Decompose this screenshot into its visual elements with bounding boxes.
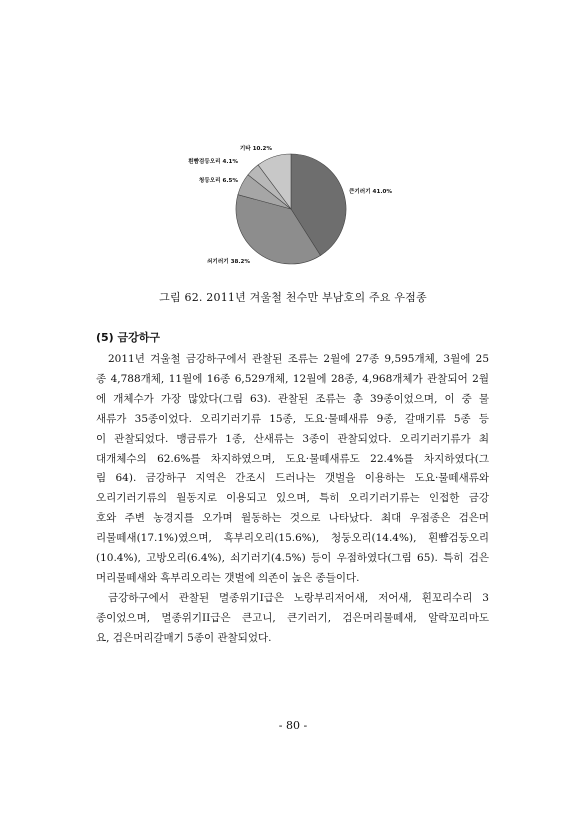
paragraph-line: 머리물떼새와 흑부리오리는 갯벌에 의존이 높은 종들이다. [96, 571, 360, 584]
page-number: - 80 - [278, 719, 308, 732]
paragraph-line: 종 4,788개체, 11월에 16종 6,529개체, 12월에 28종, 4,968개체가 관찰되어 2월 [96, 372, 489, 385]
pie-slice-label: 기타 10.2% [239, 146, 272, 152]
paragraph-line: 리물떼새(17.1%)였으며, 흑부리오리(15.6%), 청둥오리(14.4%), 흰뺨검둥오리 [96, 532, 489, 545]
pie-slice-label: 쇠기러기 38.2% [207, 259, 250, 265]
paragraph-line: 이 관찰되었다. 맹금류가 1종, 산새류는 3종이 관찰되었다. 오리기러기류가 최 [96, 432, 489, 445]
paragraph-line: 림 64). 금강하구 지역은 간조시 드러나는 갯벌을 이용하는 도요·물떼새류와 [96, 472, 489, 485]
paragraph-line: 종이었으며, 멸종위기II급은 큰고니, 큰기러기, 검은머리물떼새, 알락꼬리마도 [96, 611, 489, 624]
paragraph-line: 새류가 35종이었다. 오리기러기류 15종, 도요·물떼새류 9종, 갈매기류 5종 등 [96, 412, 489, 425]
paragraph-line: 호와 주변 농경지를 오가며 월동하는 것으로 나타났다. 최대 우점종은 검은머 [96, 512, 489, 525]
paragraph-line: (10.4%), 고방오리(6.4%), 쇠기러기(4.5%) 등이 우점하였다(그림 65). 특히 검은 [96, 552, 489, 565]
pie-slice-label: 흰뺨검둥오리 4.1% [188, 159, 238, 165]
paragraph-line: 에 개체수가 가장 많았다(그림 63). 관찰된 조류는 총 39종이었으며, 이 중 물 [96, 392, 489, 405]
section-heading: (5) 금강하구 [96, 331, 161, 344]
pie-slice-label: 청둥오리 6.5% [198, 178, 238, 184]
body-text [96, 350, 489, 649]
paragraph-line: 요, 검은머리갈매기 5종이 관찰되었다. [96, 631, 272, 644]
pie-slice-label: 큰기러기 41.0% [349, 189, 392, 195]
paragraph-line: 금강하구에서 관찰된 멸종위기I급은 노랑부리저어새, 저어새, 흰꼬리수리 3 [108, 591, 489, 604]
paragraph-line: 대개체수의 62.6%를 차지하였으며, 도요·물떼새류도 22.4%를 차지하였다(그 [96, 452, 489, 465]
pie-chart [180, 140, 410, 270]
figure-caption: 그림 62. 2011년 겨울철 천수만 부남호의 주요 우점종 [159, 291, 427, 304]
paragraph-line: 오리기러기류의 월동지로 이용되고 있으며, 특히 오리기러기류는 인접한 금강 [96, 492, 489, 505]
paragraph-line: 2011년 겨울철 금강하구에서 관찰된 조류는 2월에 27종 9,595개체, 3월에 25 [108, 353, 489, 365]
